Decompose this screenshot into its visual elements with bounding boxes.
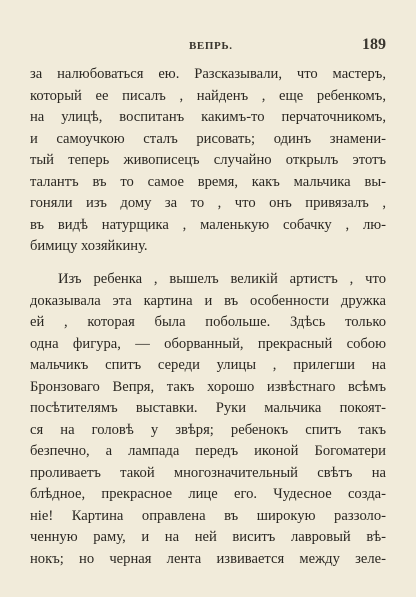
- text-line: на улицѣ, воспитанъ какимъ-то перчаточникомъ,: [30, 109, 386, 125]
- text-line: и самоучкою сталъ рисовать; одинъ знамени-: [30, 130, 386, 147]
- paragraph-1: [30, 64, 386, 258]
- page-number: 189: [362, 36, 386, 53]
- text-line: посѣтителямъ выставки. Руки мальчика покоят-: [30, 400, 386, 416]
- text-line: мальчикъ спитъ середи улицы , прилегши на: [30, 357, 386, 373]
- text-line: тый теперь живописецъ случайно открылъ этотъ: [30, 152, 386, 168]
- paragraph-2: [30, 269, 386, 570]
- text-line: талантъ въ то самое время, какъ мальчика вы-: [30, 173, 386, 190]
- text-line: гоняли изъ дому за то , что онъ привязалъ ,: [30, 195, 386, 211]
- text-line: ей , которая была побольше. Здѣсь только: [30, 314, 386, 330]
- text-line: проливаетъ такой многозначительный свѣтъ на: [30, 464, 386, 481]
- text-line: одна фигура, — оборванный, прекрасный собою: [30, 335, 386, 352]
- text-line: въ видѣ натурщика , маленькую собачку , лю-: [30, 216, 386, 233]
- text-line: доказывала эта картина и въ особенности дружка: [30, 292, 386, 309]
- text-line: ченную раму, и на ней виситъ лавровый вѣ-: [30, 529, 386, 545]
- text-line: за налюбоваться ею. Разсказывали, что мастеръ,: [30, 66, 386, 82]
- text-line: нокъ; но черная лента извивается между зеле-: [30, 550, 386, 567]
- text-line: блѣдное, прекрасное лице его. Чудесное созда-: [30, 486, 386, 502]
- text-line: Изъ ребенка , вышелъ великій артистъ , что: [58, 271, 386, 287]
- text-line: бимицу хозяйкину.: [30, 238, 148, 254]
- text-line: ся на головѣ у звѣря; ребенокъ спитъ такъ: [30, 421, 386, 438]
- text-line: ніе! Картина оправлена въ широкую раззоло-: [30, 507, 386, 524]
- running-title: ВЕПРЬ.: [189, 40, 233, 52]
- text-line: Бронзоваго Вепря, такъ хорошо извѣстнаго всѣмъ: [30, 378, 386, 395]
- text-line: безпечно, а лампада передъ иконой Богоматери: [30, 443, 386, 459]
- text-line: который ее писалъ , найденъ , еще ребенкомъ,: [30, 87, 386, 104]
